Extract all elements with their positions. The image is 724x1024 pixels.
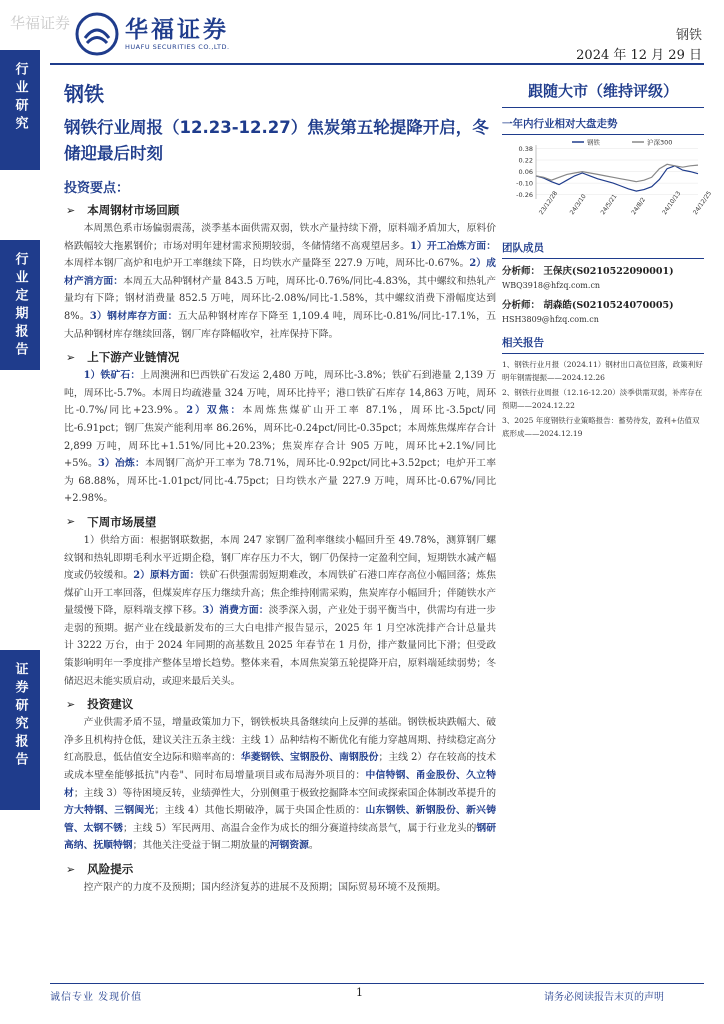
chart-y-tick-label: 0.06 bbox=[518, 168, 533, 177]
section-heading bbox=[66, 514, 496, 530]
related-report-item[interactable]: 3、2025 年度钢铁行业策略报告：蓄势待发，盈利+估值双底形成——2024.12.19 bbox=[502, 416, 700, 438]
report-title: 钢铁行业周报（12.23-12.27）焦炭第五轮提降开启，冬储迎最后时刻 bbox=[64, 118, 489, 163]
section-heading-text: 上下游产业链情况 bbox=[87, 350, 180, 365]
report-date: 2024 年 12 月 29 日 bbox=[576, 48, 702, 63]
section-heading-text: 风险提示 bbox=[87, 862, 134, 876]
key-points-label: 投资要点： bbox=[64, 181, 130, 196]
brand-name-en: HUAFU SECURITIES CO.,LTD. bbox=[125, 43, 230, 51]
chart-x-tick-label: 24/8/2 bbox=[630, 196, 648, 217]
section-paragraph: 控产限产的力度不及预期；国内经济复苏的进展不及预期；国际贸易环境不及预期。 bbox=[83, 882, 447, 893]
chart-x-tick-label: 24/5/21 bbox=[599, 193, 619, 217]
rating: 跟随大市（维持评级） bbox=[527, 82, 678, 100]
analyst-label: 分析师： bbox=[502, 300, 541, 311]
chart-y-tick-label: -0.10 bbox=[516, 179, 533, 188]
chart-series-line-csi300 bbox=[536, 164, 698, 181]
analyst-label: 分析师： bbox=[502, 266, 541, 277]
relative-performance-chart bbox=[502, 137, 714, 232]
section-heading-text: 投资建议 bbox=[87, 697, 134, 712]
chart-svg bbox=[502, 137, 714, 232]
section-paragraph: 产业供需矛盾不显，增量政策加力下，钢铁板块具备继续向上反弹的基础。钢铁板块跌幅大、破净多且机构持仓低，建议关注五条主线：主线 1）品种结构不断优化有能力穿越周期、持续稳定高分红高股息，低估值安全边际和赔率高的：华菱钢铁、宝钢股份、南钢股份；主线 2）存在较高的技术或成本壁垒能够抵抗"内卷"、同时布局增量项目或布局海外项目的：中信特钢、甬金股份、久立特材；主线 3）等待困境反转，业绩弹性大，分别侧重于极致挖掘降本空间或探索国企体制改革提升的方大特钢、三钢闽光；主线 4）其他长期破净，属于央国企性质的：山东钢铁、新钢股份、新兴铸管、太钢不锈；主线 5）军民两用、高温合金作为成长的细分赛道持续高景气，属于行业龙头的钢研高纳、抚顺特钢；其他关注受益于铜二期放量的河钢资源。 bbox=[64, 717, 497, 852]
sidebar-tag-securities-report: 证券研究报告 bbox=[0, 650, 40, 810]
related-report-list bbox=[502, 358, 704, 440]
section-heading bbox=[66, 696, 496, 712]
team-title: 团队成员 bbox=[502, 242, 544, 254]
chart-legend-label: 钢铁 bbox=[587, 138, 600, 147]
footer-slogan: 诚信专业 发现价值 bbox=[50, 992, 143, 1003]
arrow-bullet-icon: ➢ bbox=[66, 862, 76, 876]
analyst-name: 王保庆(S0210522090001) bbox=[540, 266, 674, 277]
sidebar-tag-industry-research: 行业研究 bbox=[0, 50, 40, 170]
section-heading bbox=[66, 202, 496, 218]
company-logo bbox=[75, 12, 230, 56]
related-report-item[interactable]: 2、钢铁行业周报（12.16-12.20）淡季供需双弱，补库存在预期——2024.12.22 bbox=[502, 388, 703, 410]
huafu-logo-icon bbox=[75, 12, 119, 56]
chart-legend-label: 沪深300 bbox=[647, 138, 673, 147]
section-paragraph: 本周黑色系市场偏弱震荡，淡季基本面供需双弱，铁水产量持续下滑，原料端矛盾加大，原料价格跌幅较大拖累钢价；市场对明年建材需求预期较弱，冬储情绪不高观望居多。1）开工冶炼方面：本周样本钢厂高炉和电炉开工率继续下降，日均铁水产量降至 227.9 万吨，周环比-0.67%。2）成材产消方面：本周五大品种钢材产量 843.5 万吨，周环比-0.76%/同比-4.83%，其中螺纹和热轧产量均有下降；钢材消费量 852.5 万吨，周环比-2.08%/同比-1.58%，其中螺纹消费下滑幅度达到 8%。3）钢材库存方面：五大品种钢材库存下降至 1,109.4 吨，周环比-0.81%/同比-17.1%，五大品种钢材库存继续回落，钢厂库存降幅收窄，社库保持下降。 bbox=[64, 223, 496, 340]
related-title: 相关报告 bbox=[502, 337, 544, 349]
header-divider bbox=[50, 63, 704, 65]
brand-name-cn: 华福证券 bbox=[125, 17, 229, 43]
industry-title: 钢铁 bbox=[64, 82, 104, 106]
sections-container bbox=[64, 202, 496, 897]
page-number: 1 bbox=[356, 986, 363, 999]
arrow-bullet-icon: ➢ bbox=[66, 697, 76, 711]
section-heading-text: 本周钢材市场回顾 bbox=[87, 203, 180, 217]
related-divider bbox=[502, 353, 704, 354]
arrow-bullet-icon: ➢ bbox=[66, 350, 76, 364]
chart-x-tick-label: 23/12/28 bbox=[537, 190, 560, 217]
analyst-name: 胡森皓(S0210524070005) bbox=[540, 300, 674, 311]
analyst-email[interactable]: HSH3809@hfzq.com.cn bbox=[502, 315, 599, 324]
team-divider bbox=[502, 258, 704, 259]
chart-x-tick-label: 24/12/25 bbox=[691, 190, 714, 217]
related-report-item[interactable]: 1、钢铁行业月报（2024.11）钢材出口高位回落，政策利好明年钢需提振——2024.12.26 bbox=[502, 360, 703, 382]
section-heading bbox=[66, 349, 496, 365]
section-paragraph: 1）供给方面：根据钢联数据，本周 247 家钢厂盈利率继续小幅回升至 49.78%，测算钢厂螺纹钢和热轧即期毛利水平近期企稳，钢厂库存压力不大，钢厂仍保持一定盈利空间，短期铁水减产幅度或仍较缓和。2）原料方面：铁矿石供强需弱短期难改，本周铁矿石港口库存高位小幅回落；炼焦煤矿山开工率回落，但煤炭库存压力继续升高；焦企维持刚需采购，焦炭库存小幅回升；伴随铁水产量缓慢下降，原料端支撑下移。3）消费方面：淡季深入弱，产业处于弱平衡当中，供需均有进一步走弱的预期。据产业在线最新发布的三大白电排产报告显示，2025 年 1 月空冰洗排产合计总量共计 3222 万台，由于 2024 年同期的高基数且 2025 年春节在 1 月份，排产数量同比下滑；但受政策影响明年一季度排产整体呈增长趋势。整体来看，本周焦炭第五轮提降开启，原料端延续弱势；冬储迟迟未能实质启动，或迎来最后关头。 bbox=[64, 534, 496, 687]
analyst-list bbox=[502, 265, 704, 327]
arrow-bullet-icon: ➢ bbox=[66, 203, 76, 217]
chart-y-tick-label: 0.22 bbox=[518, 156, 533, 165]
chart-title: 一年内行业相对大盘走势 bbox=[502, 118, 618, 130]
watermark: 华福证券 bbox=[10, 14, 71, 32]
arrow-bullet-icon: ➢ bbox=[66, 515, 76, 529]
chart-x-tick-label: 24/10/13 bbox=[661, 190, 683, 217]
chart-y-tick-label: -0.26 bbox=[516, 191, 533, 200]
chart-x-tick-label: 24/3/10 bbox=[568, 193, 588, 217]
section-heading bbox=[66, 861, 496, 877]
section-paragraph: 1）铁矿石：上周澳洲和巴西铁矿石发运 2,480 万吨，周环比-3.8%；铁矿石到港量 2,139 万吨，周环比-5.7%。本周日均疏港量 324 万吨，周环比持平；港口铁矿石库存 14,863 万吨，周环比-0.7%/同比+23.9%。2）双焦：本周炼焦煤矿山开工率 87.1%，周环比-3.5pct/同比-6.91pct；钢厂焦炭产能利用率 86.26%，周环比-0.24pct/同比-0.35pct；本周炼焦煤库存合计 2,899 万吨，周环比+1.51%/同比+20.23%；焦炭库存合计 905 万吨，周环比+2.1%/同比+5%。3）冶炼：本周钢厂高炉开工率为 78.71%，周环比-0.92pct/同比+3.52pct；电炉开工率为 68.88%，周环比-1.01pct/同比-4.75pct；日均铁水产量 227.9 万吨，周环比-0.67%/同比+2.98%。 bbox=[64, 370, 496, 505]
chart-y-tick-label: 0.38 bbox=[518, 144, 533, 153]
footer-disclaimer: 请务必阅读报告末页的声明 bbox=[544, 992, 664, 1003]
sidebar-tag-periodic-report: 行业定期报告 bbox=[0, 240, 40, 370]
section-heading-text: 下周市场展望 bbox=[87, 514, 157, 529]
rating-divider bbox=[502, 107, 704, 108]
footer-divider bbox=[50, 983, 704, 984]
analyst-entry bbox=[502, 299, 704, 327]
right-panel bbox=[502, 78, 714, 442]
header-industry: 钢铁 bbox=[675, 28, 702, 43]
chart-title-divider bbox=[502, 134, 704, 135]
main-content bbox=[64, 78, 496, 897]
analyst-entry bbox=[502, 265, 704, 293]
analyst-email[interactable]: WBQ3918@hfzq.com.cn bbox=[502, 281, 601, 290]
